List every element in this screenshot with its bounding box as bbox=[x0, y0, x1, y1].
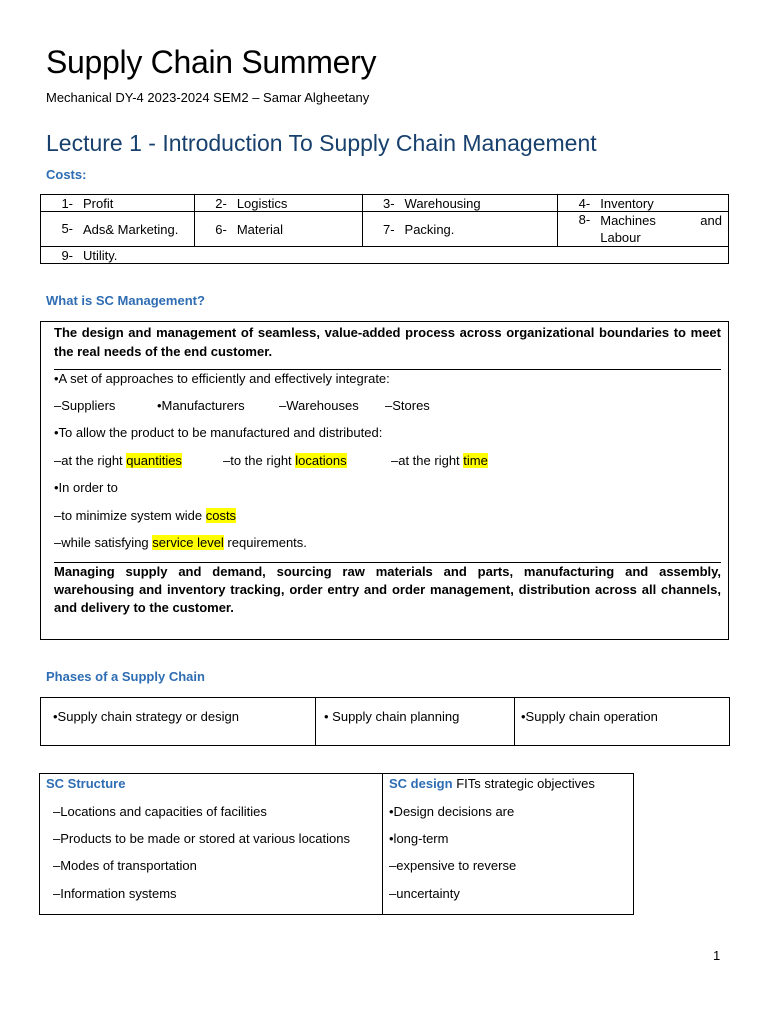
cost-label: Machines and Labour bbox=[600, 213, 722, 245]
right-locations: –to the right locations bbox=[223, 453, 347, 468]
highlight: service level bbox=[152, 535, 224, 550]
phase-planning: • Supply chain planning bbox=[316, 698, 515, 746]
list-item: –uncertainty bbox=[389, 886, 460, 901]
cost-number: 9- bbox=[61, 247, 73, 263]
cost-label: Warehousing bbox=[404, 195, 481, 211]
minimize-line: –to minimize system wide costs bbox=[54, 508, 237, 523]
cost-cell bbox=[558, 212, 729, 247]
table-row bbox=[41, 698, 730, 746]
cost-cell bbox=[194, 195, 362, 212]
cost-number: 8- bbox=[578, 212, 591, 227]
table-row bbox=[41, 212, 729, 247]
list-item: –Locations and capacities of facilities bbox=[53, 804, 267, 819]
sc-structure-cell bbox=[40, 774, 383, 915]
cost-number: 7- bbox=[382, 221, 395, 237]
list-item: –expensive to reverse bbox=[389, 858, 517, 873]
cost-label: Logistics bbox=[236, 195, 288, 211]
table-row bbox=[41, 247, 729, 264]
entity-stores: –Stores bbox=[385, 398, 430, 413]
satisfying-line: –while satisfying service level requirements. bbox=[54, 535, 307, 550]
cost-label: Material bbox=[236, 221, 284, 237]
cost-cell bbox=[41, 247, 729, 264]
sc-structure-design-table bbox=[39, 773, 634, 915]
cost-cell bbox=[362, 195, 558, 212]
list-item: –Products to be made or stored at various locations bbox=[53, 831, 350, 846]
costs-heading: Costs: bbox=[46, 167, 87, 182]
cost-cell bbox=[41, 212, 195, 247]
cost-number: 6- bbox=[215, 221, 227, 237]
phase-strategy: •Supply chain strategy or design bbox=[41, 698, 316, 746]
page-number: 1 bbox=[713, 948, 721, 963]
highlight: locations bbox=[295, 453, 347, 468]
cost-cell bbox=[41, 195, 195, 212]
costs-table bbox=[40, 194, 729, 264]
cost-label: Inventory bbox=[600, 195, 654, 211]
sc-summary: Managing supply and demand, sourcing raw materials and parts, manufacturing and assembly, warehousing and inventory tracking, order entry and order management, distribution across all channels, and delivery to the customer. bbox=[54, 564, 721, 615]
table-row bbox=[40, 774, 634, 915]
allow-line: •To allow the product to be manufactured and distributed: bbox=[54, 425, 383, 440]
cost-number: 5- bbox=[61, 220, 73, 236]
cost-label: Ads& Marketing. bbox=[83, 221, 179, 237]
entity-warehouses: –Warehouses bbox=[279, 398, 359, 413]
entity-manufacturers: •Manufacturers bbox=[157, 398, 245, 413]
sc-management-heading: What is SC Management? bbox=[46, 293, 205, 308]
phase-operation: •Supply chain operation bbox=[515, 698, 730, 746]
in-order-line: •In order to bbox=[54, 480, 118, 495]
cost-cell bbox=[194, 212, 362, 247]
cost-label: Profit bbox=[83, 195, 114, 211]
sc-definition: The design and management of seamless, value-added process across organizational boundaries to meet the real needs of the end customer. bbox=[54, 325, 721, 359]
list-item: –Information systems bbox=[53, 886, 177, 901]
entity-suppliers: –Suppliers bbox=[54, 398, 116, 413]
cost-label: Packing. bbox=[404, 221, 455, 237]
lecture-title: Lecture 1 - Introduction To Supply Chain Management bbox=[46, 130, 597, 156]
highlight: quantities bbox=[126, 453, 182, 468]
cost-number: 4- bbox=[578, 195, 591, 211]
sc-design-heading: SC design FITs strategic objectives bbox=[389, 776, 595, 791]
sc-management-box bbox=[40, 321, 729, 640]
sc-definition-cell bbox=[54, 322, 721, 370]
highlight: costs bbox=[205, 508, 237, 523]
phases-table bbox=[40, 697, 730, 746]
list-item: –Modes of transportation bbox=[53, 858, 197, 873]
cost-cell bbox=[558, 195, 729, 212]
cost-number: 3- bbox=[382, 195, 395, 211]
sc-design-cell bbox=[383, 774, 634, 915]
table-row bbox=[41, 195, 729, 212]
right-quantities: –at the right quantities bbox=[54, 453, 182, 468]
cost-number: 1- bbox=[61, 195, 73, 211]
cost-label: Utility. bbox=[83, 247, 118, 263]
phases-heading: Phases of a Supply Chain bbox=[46, 669, 205, 684]
cost-cell bbox=[362, 212, 558, 247]
list-item: •Design decisions are bbox=[389, 804, 515, 819]
sc-structure-heading: SC Structure bbox=[46, 776, 126, 791]
highlight: time bbox=[463, 453, 488, 468]
document-subtitle: Mechanical DY-4 2023-2024 SEM2 – Samar Algheetany bbox=[46, 90, 370, 105]
approaches-intro: •A set of approaches to efficiently and effectively integrate: bbox=[54, 371, 390, 386]
cost-number: 2- bbox=[215, 195, 227, 211]
document-title: Supply Chain Summery bbox=[46, 44, 377, 80]
list-item: •long-term bbox=[389, 831, 449, 846]
right-time: –at the right time bbox=[391, 453, 488, 468]
